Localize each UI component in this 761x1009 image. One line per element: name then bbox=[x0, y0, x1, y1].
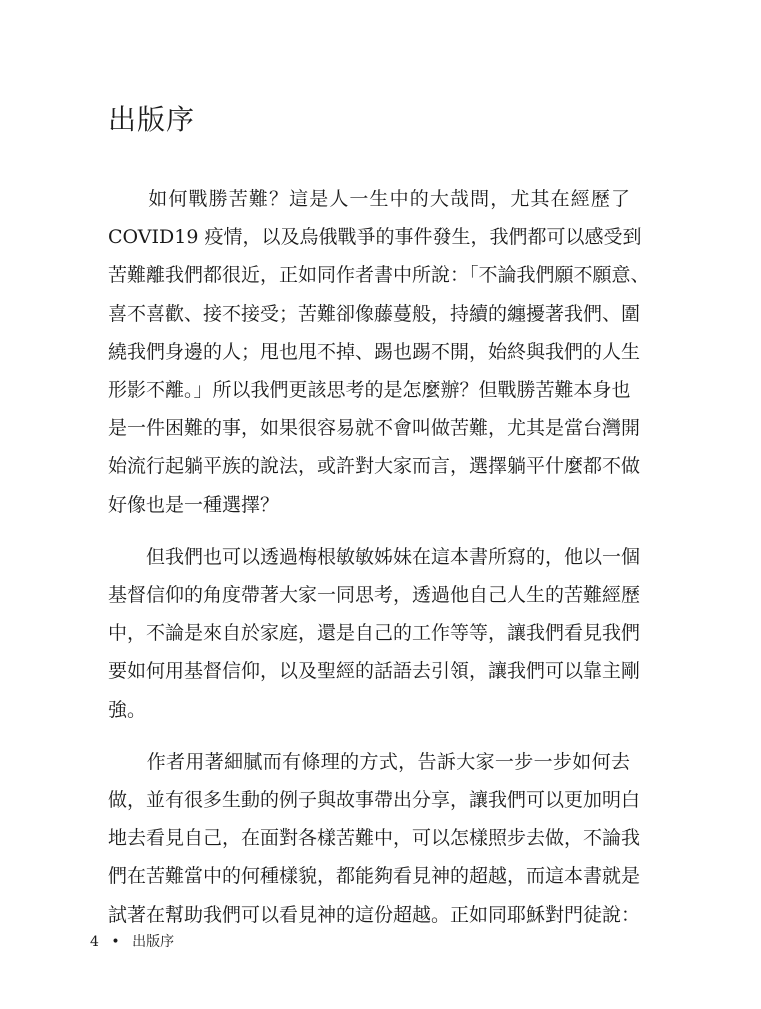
text-line: 但我們也可以透過梅根敏敏姊妹在這本書所寫的，他以一個 bbox=[108, 545, 641, 568]
text-line: 形影不離。」所以我們更該思考的是怎麼辦？但戰勝苦難本身也 bbox=[108, 379, 631, 402]
text-line: 地去看見自己，在面對各樣苦難中，可以怎樣照步去做，不論我 bbox=[108, 827, 641, 850]
text-line: 基督信仰的角度帶著大家一同思考，透過他自己人生的苦難經歷 bbox=[108, 584, 641, 607]
page-footer bbox=[90, 932, 174, 952]
text-line: 們在苦難當中的何種樣貌，都能夠看見神的超越，而這本書就是 bbox=[108, 865, 641, 888]
text-line: 苦難離我們都很近，正如同作者書中所說：「不論我們願不願意、 bbox=[108, 264, 650, 287]
text-line: 作者用著細膩而有條理的方式，告訴大家一步一步如何去 bbox=[108, 750, 630, 773]
page-title: 出版序 bbox=[108, 103, 196, 136]
text-line: 做，並有很多生動的例子與故事帶出分享，讓我們可以更加明白 bbox=[108, 789, 641, 812]
running-head: 出版序 bbox=[132, 934, 175, 950]
text-line: 好像也是一種選擇？ bbox=[108, 493, 280, 516]
text-line: 強。 bbox=[108, 698, 147, 721]
text-line: 要如何用基督信仰，以及聖經的話語去引領，讓我們可以靠主剛 bbox=[108, 660, 641, 683]
page-number: 4 bbox=[90, 934, 99, 950]
footer-separator: • bbox=[111, 934, 120, 950]
text-line: 始流行起躺平族的說法，或許對大家而言，選擇躺平什麼都不做 bbox=[108, 455, 641, 478]
text-line: 中，不論是來自於家庭，還是自己的工作等等，讓我們看見我們 bbox=[108, 622, 641, 645]
text-line: 是一件困難的事，如果很容易就不會叫做苦難，尤其是當台灣開 bbox=[108, 417, 641, 440]
text-line: 試著在幫助我們可以看見神的這份超越。正如同耶穌對門徒說： bbox=[108, 903, 641, 926]
text-line: COVID19 疫情，以及烏俄戰爭的事件發生，我們都可以感受到 bbox=[108, 226, 642, 249]
paragraph bbox=[108, 538, 641, 729]
paragraph bbox=[108, 180, 650, 524]
text-line: 如何戰勝苦難？這是人一生中的大哉問，尤其在經歷了 bbox=[108, 188, 630, 210]
body-text bbox=[108, 180, 650, 948]
text-line: 喜不喜歡、接不接受；苦難卻像藤蔓般，持續的纏擾著我們、圍 bbox=[108, 302, 641, 325]
text-line: 繞我們身邊的人；甩也甩不掉、踢也踢不開，始終與我們的人生 bbox=[108, 340, 641, 363]
paragraph bbox=[108, 743, 641, 934]
